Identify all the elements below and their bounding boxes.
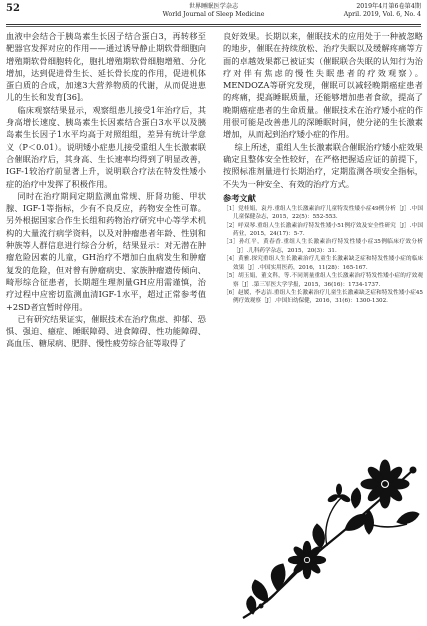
reference-item: ［4］黄雅.探究重组人生长激素治疗儿童生长激素缺乏症和特发性矮小症的临床效果［J］.中国实用医药，2016，11(28)：165-167.: [223, 256, 423, 271]
body-paragraph: 同时在治疗期间定期监测血常规、肝肾功能、甲状腺、IGF-1等指标，少有不良反应，药物安全性可靠。另外根据国家合作生长组和药物治疗研究中心等学术机构的大量流行病学资料，以及对肿瘤患者年龄、性别和种族等人群信息进行综合分析，结果显示：对无潜在肿瘤危险因素的儿童，GH治疗不增加白血病发生和肿瘤复发的危险，但对曾有肿瘤病史、家族肿瘤遗传倾向、畸形综合征患者，长期超生理剂量GH应用需谨慎，治疗过程中应密切监测血清IGF-1水平，超过正常参考值+2SD者宜暂时停用。: [6, 190, 206, 312]
left-column: [6, 30, 206, 350]
header-rule-thin: [6, 26, 421, 27]
body-paragraph: 综上所述，重组人生长激素联合催眠治疗矮小症效果确定且整体安全性较好，在严格把握适应证的前提下，按照标准剂量进行长期治疗，定期监测各项安全指标，不失为一种安全、有效的治疗方式。: [223, 141, 423, 189]
body-paragraph: 良好效果。长期以来，催眠技术的应用处于一种被忽略的地步，催眠在持续放松、治疗失眠以及缓解疼痛等方面的卓越效果都已被证实（催眠联合失眠的认知行为治疗对伴有焦虑的慢性失眠患者的疗效观察）。MENDOZA等研究发现，催眠可以减轻晚期癌症患者的疼痛，提高睡眠质量，还能够增加患者食欲，提高了晚期癌症患者的生命质量。催眠技术在治疗矮小症的作用很可能是改善患儿的深睡眠时间，使分泌的生长激素增加，从而起到治疗矮小症的作用。: [223, 31, 423, 140]
reference-item: ［1］党桂娟，袁丹.重组人生长激素治疗儿童特发性矮小症49例分析［J］.中国儿童保健杂志，2015，22(5)：552-553.: [223, 205, 423, 221]
body-paragraph: 已有研究结果证实，催眠技术在治疗焦虑、抑郁、恐惧、强迫、癔症、睡眠障碍、进食障碍、性功能障碍、高血压、糖尿病、肥胖、慢性疲劳综合征等取得了: [6, 313, 206, 349]
body-paragraph: 血液中会结合于胰岛素生长因子结合蛋白3，再转移至靶器官发挥对应的作用——通过诱导静止期软骨细胞向增殖期软骨细胞转化，胞扎增殖期软骨细胞增殖、分化增加，达到促进骨生长、延长骨长度的作用，促进机体蛋白质的合成，加速3大营养物质的代谢，从而促进患儿的生长和发育[36]。: [6, 31, 206, 103]
header-rule: [6, 24, 421, 25]
journal-title-cn: 世界睡眠医学杂志: [188, 3, 239, 10]
floral-ornament-icon: [237, 448, 423, 624]
reference-item: ［3］孙红平，黄春香.重组人生长激素治疗特发性矮小症35例临床疗效分析［J］.儿科药学杂志，2015，20(3)：31.: [223, 239, 423, 254]
reference-list: [223, 205, 423, 306]
reference-item: ［5］胡玉娟，董文科，等.不同剂量重组人生长激素治疗特发性矮小症的疗效观察［J］.第三军医大学学报，2015，36(16)：1734-1737.: [223, 273, 423, 288]
page-header: [6, 2, 421, 26]
page-number: 52: [6, 3, 20, 14]
issue-info-cn: 2019年4月第6卷第4期: [356, 3, 421, 10]
body-paragraph: 临床观察结果显示，观察组患儿接受1年治疗后，其身高增长速度、胰岛素生长因素结合蛋白3水平以及胰岛素生长因子1水平均高于对照组组，差异有统计学意义（P＜0.01）。说明矮小症患儿接受重组人生长激素联合催眠治疗后，其身高、生长速率均得到了明显改善，IGF-1较治疗前显著上升，说明联合疗法在特发性矮小症的治疗中发挥了积极作用。: [6, 104, 206, 189]
reference-item: ［6］赵媛，李志洁.重组人生长激素治疗儿童生长激素缺乏症和特发性矮小症45例疗效观察［J］.中国妇幼保健，2016，31(6)：1300-1302.: [223, 289, 423, 305]
issue-info-en: April. 2019, Vol. 6, No. 4: [343, 11, 421, 18]
right-column: [223, 30, 423, 306]
reference-item: ［2］呼双琴.重组人生长激素治疗特发性矮小51例疗效及安全性研究［J］.中国药业，2015，24(17)：5-7.: [223, 222, 423, 238]
references-heading: 参考文献: [223, 192, 256, 203]
journal-title-en: World Journal of Sleep Medicine: [162, 11, 265, 18]
